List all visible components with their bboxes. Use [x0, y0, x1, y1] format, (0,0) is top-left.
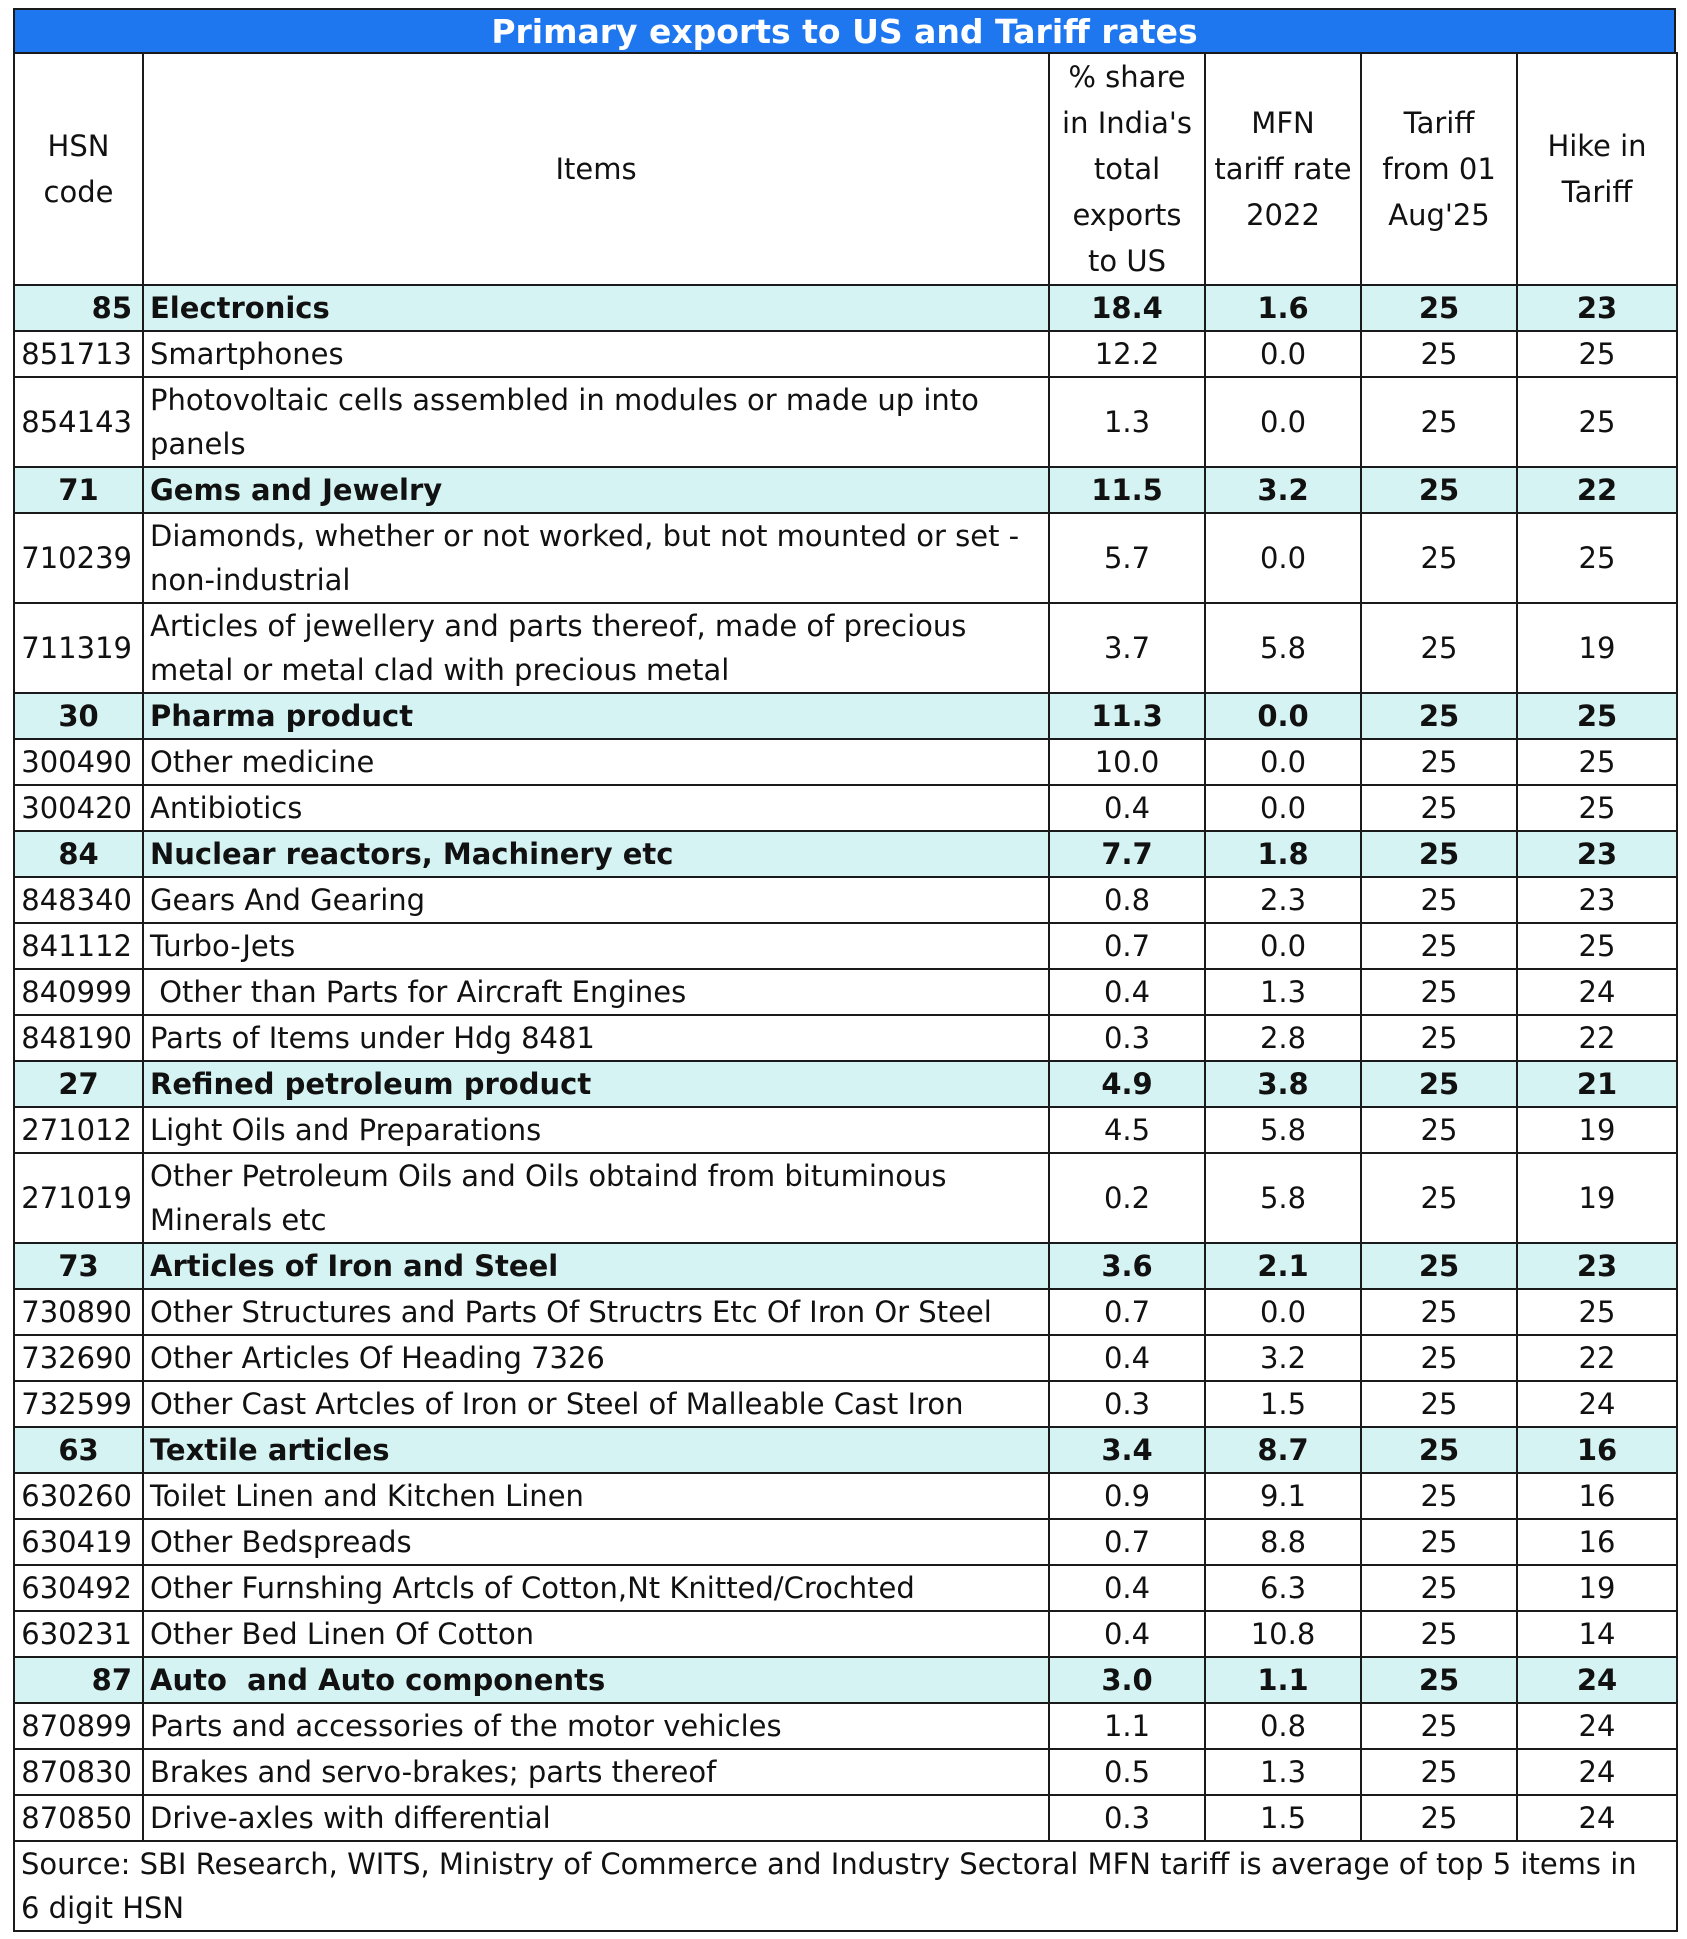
header-share: % share in India's total exports to US [1049, 53, 1205, 285]
hsn-code: 630231 [14, 1611, 143, 1657]
hike-value: 25 [1517, 1289, 1677, 1335]
table-row [14, 1153, 1677, 1243]
hike-value: 23 [1517, 285, 1677, 331]
table-row [14, 1703, 1677, 1749]
tariff-value: 25 [1361, 603, 1517, 693]
table-row [14, 877, 1677, 923]
hike-value: 23 [1517, 877, 1677, 923]
item-name: Other Articles Of Heading 7326 [143, 1335, 1049, 1381]
hsn-code: 300490 [14, 739, 143, 785]
share-value: 0.9 [1049, 1473, 1205, 1519]
tariff-value: 25 [1361, 1795, 1517, 1841]
mfn-value: 0.8 [1205, 1703, 1361, 1749]
item-name: Turbo-Jets [143, 923, 1049, 969]
mfn-value: 1.5 [1205, 1795, 1361, 1841]
share-value: 0.4 [1049, 1335, 1205, 1381]
item-name: Nuclear reactors, Machinery etc [143, 831, 1049, 877]
item-name: Other Structures and Parts Of Structrs Etc Of Iron Or Steel [143, 1289, 1049, 1335]
table-row [14, 1795, 1677, 1841]
mfn-value: 0.0 [1205, 377, 1361, 467]
hike-value: 25 [1517, 331, 1677, 377]
hsn-code: 30 [14, 693, 143, 739]
item-name: Articles of jewellery and parts thereof, made of precious metal or metal clad with precious metal [143, 603, 1049, 693]
share-value: 18.4 [1049, 285, 1205, 331]
category-row [14, 831, 1677, 877]
hike-value: 22 [1517, 1015, 1677, 1061]
item-name: Parts of Items under Hdg 8481 [143, 1015, 1049, 1061]
tariff-value: 25 [1361, 1473, 1517, 1519]
share-value: 12.2 [1049, 331, 1205, 377]
source-note: Source: SBI Research, WITS, Ministry of Commerce and Industry Sectoral MFN tariff is average of top 5 items in 6 digit HSN [14, 1841, 1677, 1931]
hike-value: 25 [1517, 513, 1677, 603]
item-name: Other Cast Artcles of Iron or Steel of Malleable Cast Iron [143, 1381, 1049, 1427]
mfn-value: 0.0 [1205, 785, 1361, 831]
hike-value: 24 [1517, 1749, 1677, 1795]
table-title: Primary exports to US and Tariff rates [13, 8, 1676, 52]
hike-value: 24 [1517, 1381, 1677, 1427]
share-value: 3.0 [1049, 1657, 1205, 1703]
item-name: Electronics [143, 285, 1049, 331]
item-name: Auto and Auto components [143, 1657, 1049, 1703]
mfn-value: 1.1 [1205, 1657, 1361, 1703]
hsn-code: 300420 [14, 785, 143, 831]
share-value: 3.7 [1049, 603, 1205, 693]
table-row [14, 1473, 1677, 1519]
tariff-value: 25 [1361, 1427, 1517, 1473]
tariff-value: 25 [1361, 785, 1517, 831]
mfn-value: 1.3 [1205, 969, 1361, 1015]
tariff-value: 25 [1361, 1749, 1517, 1795]
item-name: Antibiotics [143, 785, 1049, 831]
mfn-value: 8.8 [1205, 1519, 1361, 1565]
mfn-value: 8.7 [1205, 1427, 1361, 1473]
hsn-code: 732690 [14, 1335, 143, 1381]
mfn-value: 2.1 [1205, 1243, 1361, 1289]
hike-value: 24 [1517, 1795, 1677, 1841]
mfn-value: 0.0 [1205, 513, 1361, 603]
hike-value: 16 [1517, 1519, 1677, 1565]
hike-value: 19 [1517, 1153, 1677, 1243]
share-value: 0.3 [1049, 1795, 1205, 1841]
table-container [13, 8, 1676, 1932]
category-row [14, 693, 1677, 739]
tariff-value: 25 [1361, 923, 1517, 969]
item-name: Light Oils and Preparations [143, 1107, 1049, 1153]
header-row [14, 53, 1677, 285]
hike-value: 24 [1517, 969, 1677, 1015]
share-value: 0.8 [1049, 877, 1205, 923]
share-value: 4.9 [1049, 1061, 1205, 1107]
category-row [14, 467, 1677, 513]
share-value: 0.7 [1049, 1519, 1205, 1565]
share-value: 4.5 [1049, 1107, 1205, 1153]
tariff-value: 25 [1361, 969, 1517, 1015]
mfn-value: 0.0 [1205, 693, 1361, 739]
item-name: Articles of Iron and Steel [143, 1243, 1049, 1289]
hike-value: 23 [1517, 1243, 1677, 1289]
exports-table [13, 52, 1678, 1932]
table-row [14, 1289, 1677, 1335]
share-value: 11.5 [1049, 467, 1205, 513]
table-row [14, 1335, 1677, 1381]
share-value: 11.3 [1049, 693, 1205, 739]
hike-value: 25 [1517, 377, 1677, 467]
hsn-code: 84 [14, 831, 143, 877]
share-value: 1.1 [1049, 1703, 1205, 1749]
hsn-code: 732599 [14, 1381, 143, 1427]
hsn-code: 840999 [14, 969, 143, 1015]
item-name: Parts and accessories of the motor vehicles [143, 1703, 1049, 1749]
table-row [14, 1107, 1677, 1153]
hsn-code: 630492 [14, 1565, 143, 1611]
header-mfn: MFN tariff rate 2022 [1205, 53, 1361, 285]
hike-value: 14 [1517, 1611, 1677, 1657]
mfn-value: 0.0 [1205, 1289, 1361, 1335]
mfn-value: 5.8 [1205, 603, 1361, 693]
item-name: Gears And Gearing [143, 877, 1049, 923]
hsn-code: 870850 [14, 1795, 143, 1841]
item-name: Brakes and servo-brakes; parts thereof [143, 1749, 1049, 1795]
tariff-value: 25 [1361, 467, 1517, 513]
share-value: 0.2 [1049, 1153, 1205, 1243]
category-row [14, 1427, 1677, 1473]
hsn-code: 848340 [14, 877, 143, 923]
share-value: 3.6 [1049, 1243, 1205, 1289]
table-row [14, 377, 1677, 467]
item-name: Diamonds, whether or not worked, but not mounted or set - non-industrial [143, 513, 1049, 603]
table-row [14, 1611, 1677, 1657]
item-name: Toilet Linen and Kitchen Linen [143, 1473, 1049, 1519]
share-value: 0.4 [1049, 1611, 1205, 1657]
share-value: 0.7 [1049, 1289, 1205, 1335]
tariff-value: 25 [1361, 1565, 1517, 1611]
hike-value: 25 [1517, 923, 1677, 969]
item-name: Textile articles [143, 1427, 1049, 1473]
share-value: 3.4 [1049, 1427, 1205, 1473]
tariff-value: 25 [1361, 877, 1517, 923]
mfn-value: 3.8 [1205, 1061, 1361, 1107]
hike-value: 19 [1517, 1107, 1677, 1153]
item-name: Gems and Jewelry [143, 467, 1049, 513]
hsn-code: 630260 [14, 1473, 143, 1519]
mfn-value: 1.3 [1205, 1749, 1361, 1795]
category-row [14, 1243, 1677, 1289]
header-tariff: Tariff from 01 Aug'25 [1361, 53, 1517, 285]
item-name: Other than Parts for Aircraft Engines [143, 969, 1049, 1015]
tariff-value: 25 [1361, 285, 1517, 331]
share-value: 0.4 [1049, 1565, 1205, 1611]
hsn-code: 710239 [14, 513, 143, 603]
hsn-code: 848190 [14, 1015, 143, 1061]
share-value: 0.3 [1049, 1015, 1205, 1061]
tariff-value: 25 [1361, 1107, 1517, 1153]
hsn-code: 630419 [14, 1519, 143, 1565]
hsn-code: 730890 [14, 1289, 143, 1335]
mfn-value: 5.8 [1205, 1153, 1361, 1243]
hike-value: 19 [1517, 603, 1677, 693]
hike-value: 23 [1517, 831, 1677, 877]
mfn-value: 0.0 [1205, 923, 1361, 969]
hike-value: 25 [1517, 739, 1677, 785]
tariff-value: 25 [1361, 377, 1517, 467]
share-value: 5.7 [1049, 513, 1205, 603]
item-name: Drive-axles with differential [143, 1795, 1049, 1841]
item-name: Refined petroleum product [143, 1061, 1049, 1107]
mfn-value: 3.2 [1205, 467, 1361, 513]
mfn-value: 10.8 [1205, 1611, 1361, 1657]
mfn-value: 1.5 [1205, 1381, 1361, 1427]
hsn-code: 87 [14, 1657, 143, 1703]
mfn-value: 5.8 [1205, 1107, 1361, 1153]
item-name: Other Furnshing Artcls of Cotton,Nt Knitted/Crochted [143, 1565, 1049, 1611]
table-row [14, 1519, 1677, 1565]
hike-value: 24 [1517, 1703, 1677, 1749]
source-row [14, 1841, 1677, 1931]
item-name: Photovoltaic cells assembled in modules or made up into panels [143, 377, 1049, 467]
tariff-value: 25 [1361, 1657, 1517, 1703]
mfn-value: 9.1 [1205, 1473, 1361, 1519]
hike-value: 21 [1517, 1061, 1677, 1107]
table-row [14, 1565, 1677, 1611]
hsn-code: 27 [14, 1061, 143, 1107]
mfn-value: 0.0 [1205, 739, 1361, 785]
table-row [14, 331, 1677, 377]
table-row [14, 1749, 1677, 1795]
table-row [14, 785, 1677, 831]
hsn-code: 870899 [14, 1703, 143, 1749]
hsn-code: 711319 [14, 603, 143, 693]
hike-value: 19 [1517, 1565, 1677, 1611]
share-value: 0.3 [1049, 1381, 1205, 1427]
header-hike: Hike in Tariff [1517, 53, 1677, 285]
mfn-value: 1.8 [1205, 831, 1361, 877]
category-row [14, 285, 1677, 331]
hsn-code: 271019 [14, 1153, 143, 1243]
item-name: Pharma product [143, 693, 1049, 739]
tariff-value: 25 [1361, 739, 1517, 785]
tariff-value: 25 [1361, 693, 1517, 739]
tariff-value: 25 [1361, 1243, 1517, 1289]
hsn-code: 271012 [14, 1107, 143, 1153]
mfn-value: 3.2 [1205, 1335, 1361, 1381]
hsn-code: 854143 [14, 377, 143, 467]
share-value: 0.7 [1049, 923, 1205, 969]
hike-value: 16 [1517, 1473, 1677, 1519]
hike-value: 25 [1517, 785, 1677, 831]
tariff-value: 25 [1361, 1519, 1517, 1565]
mfn-value: 2.8 [1205, 1015, 1361, 1061]
share-value: 0.4 [1049, 969, 1205, 1015]
table-row [14, 739, 1677, 785]
hsn-code: 73 [14, 1243, 143, 1289]
share-value: 10.0 [1049, 739, 1205, 785]
hike-value: 22 [1517, 467, 1677, 513]
hsn-code: 63 [14, 1427, 143, 1473]
tariff-value: 25 [1361, 1015, 1517, 1061]
table-row [14, 513, 1677, 603]
tariff-value: 25 [1361, 331, 1517, 377]
mfn-value: 2.3 [1205, 877, 1361, 923]
table-row [14, 969, 1677, 1015]
hsn-code: 71 [14, 467, 143, 513]
hsn-code: 85 [14, 285, 143, 331]
tariff-value: 25 [1361, 1611, 1517, 1657]
share-value: 1.3 [1049, 377, 1205, 467]
table-row [14, 923, 1677, 969]
table-row [14, 603, 1677, 693]
item-name: Other Petroleum Oils and Oils obtaind from bituminous Minerals etc [143, 1153, 1049, 1243]
hike-value: 24 [1517, 1657, 1677, 1703]
tariff-value: 25 [1361, 513, 1517, 603]
mfn-value: 0.0 [1205, 331, 1361, 377]
tariff-value: 25 [1361, 1061, 1517, 1107]
hike-value: 16 [1517, 1427, 1677, 1473]
header-hsn-code: HSN code [14, 53, 143, 285]
hsn-code: 870830 [14, 1749, 143, 1795]
category-row [14, 1657, 1677, 1703]
tariff-value: 25 [1361, 831, 1517, 877]
tariff-value: 25 [1361, 1381, 1517, 1427]
item-name: Other Bed Linen Of Cotton [143, 1611, 1049, 1657]
tariff-value: 25 [1361, 1153, 1517, 1243]
table-row [14, 1015, 1677, 1061]
mfn-value: 6.3 [1205, 1565, 1361, 1611]
hike-value: 22 [1517, 1335, 1677, 1381]
hike-value: 25 [1517, 693, 1677, 739]
item-name: Smartphones [143, 331, 1049, 377]
item-name: Other medicine [143, 739, 1049, 785]
table-row [14, 1381, 1677, 1427]
hsn-code: 841112 [14, 923, 143, 969]
tariff-value: 25 [1361, 1703, 1517, 1749]
share-value: 7.7 [1049, 831, 1205, 877]
header-items: Items [143, 53, 1049, 285]
share-value: 0.5 [1049, 1749, 1205, 1795]
item-name: Other Bedspreads [143, 1519, 1049, 1565]
mfn-value: 1.6 [1205, 285, 1361, 331]
hsn-code: 851713 [14, 331, 143, 377]
tariff-value: 25 [1361, 1289, 1517, 1335]
tariff-value: 25 [1361, 1335, 1517, 1381]
share-value: 0.4 [1049, 785, 1205, 831]
category-row [14, 1061, 1677, 1107]
